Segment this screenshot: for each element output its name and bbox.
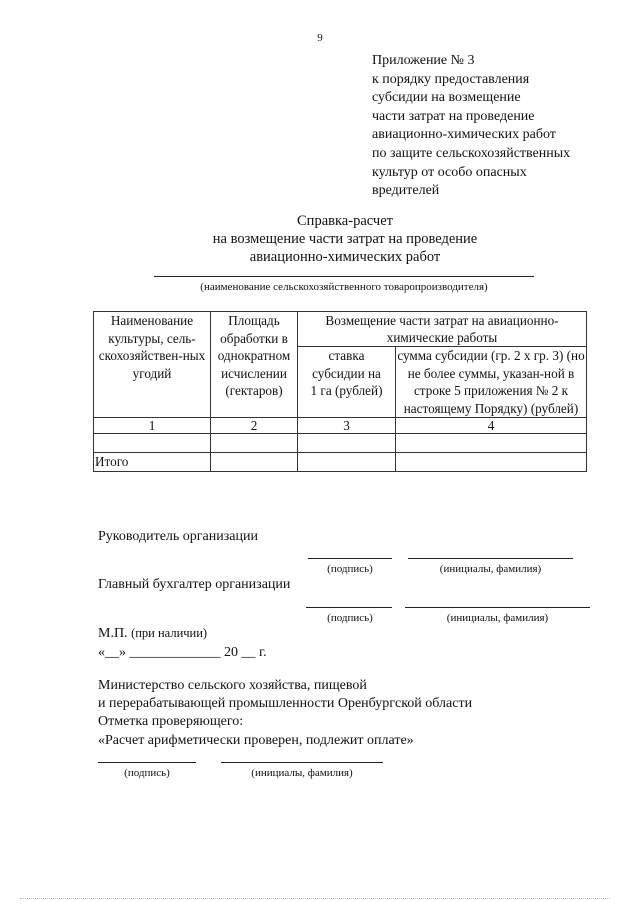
total-cell[interactable] [298,453,396,472]
appendix-line: культур от особо опасных [372,164,527,180]
accountant-label: Главный бухгалтер организации [98,577,291,592]
checker-name-line[interactable] [221,762,383,763]
producer-name-line [154,276,534,277]
name-caption: (инициалы, фамилия) [251,767,353,779]
total-row [94,453,587,472]
col3-header: ставка субсидии на 1 га (рублей) [298,347,396,418]
appendix-line: авиационно-химических работ [372,127,556,143]
total-cell[interactable] [396,453,587,472]
table-row [94,434,587,453]
date-line: «__» _____________ 20 __ г. [98,645,267,660]
total-label: Итого [94,453,211,472]
empty-cell[interactable] [94,434,211,453]
col-number-cell: 2 [211,418,298,434]
ministry-block [98,677,472,750]
title-line: авиационно-химических работ [249,249,441,265]
group-header: Возмещение части затрат на авиационно-химические работы [298,312,587,347]
stamp-place [98,626,207,642]
accountant-name-line[interactable] [405,607,590,608]
head-name-line[interactable] [408,558,573,559]
ministry-line: Отметка проверяющего: [98,714,244,730]
ministry-line: и перерабатывающей промышленности Оренбургской области [98,696,473,712]
name-caption: (инициалы, фамилия) [439,563,542,575]
col-number-cell: 3 [298,418,396,434]
col-number-cell: 1 [94,418,211,434]
appendix-line: вредителей [372,183,440,199]
title-line: на возмещение части затрат на проведение [212,231,478,247]
accountant-sign-line[interactable] [306,607,392,608]
appendix-line: к порядку предоставления [372,71,530,87]
col2-header: Площадь обработки в однократном исчислении (гектаров) [211,312,298,418]
calculation-table [93,311,587,472]
empty-cell[interactable] [298,434,396,453]
empty-cell[interactable] [211,434,298,453]
name-caption: (инициалы, фамилия) [446,612,549,624]
appendix-line: субсидии на возмещение [372,90,521,106]
appendix-line: части затрат на проведение [372,108,535,124]
ministry-line: «Расчет арифметически проверен, подлежит оплате» [98,732,414,748]
total-cell[interactable] [211,453,298,472]
checker-sign-line[interactable] [98,762,196,763]
appendix-line: Приложение № 3 [372,53,475,68]
ministry-line: Министерство сельского хозяйства, пищевой [98,678,367,693]
sign-caption: (подпись) [124,767,170,779]
appendix-note [372,52,612,201]
col-number-cell: 4 [396,418,587,434]
mp-note: (при наличии) [131,626,208,640]
sign-caption: (подпись) [327,612,373,624]
col1-header: Наименование культуры, сель-скохозяйствен-ных угодий [94,312,211,418]
head-label: Руководитель организации [98,529,258,544]
mp-label: М.П. [98,626,128,641]
appendix-line: по защите сельскохозяйственных [372,145,571,161]
head-sign-line[interactable] [308,558,392,559]
sign-caption: (подпись) [327,563,373,575]
producer-caption: (наименование сельскохозяйственного товаропроизводителя) [200,281,488,293]
col4-header: сумма субсидии (гр. 2 х гр. 3) (но не более суммы, указан-ной в строке 5 приложения № 2 к настоящему Порядку) (рублей) [396,347,587,418]
page-number: 9 [317,32,323,44]
empty-cell[interactable] [396,434,587,453]
title-line: Справка-расчет [297,213,393,229]
scan-artifact [20,898,610,900]
document-title [0,212,640,266]
